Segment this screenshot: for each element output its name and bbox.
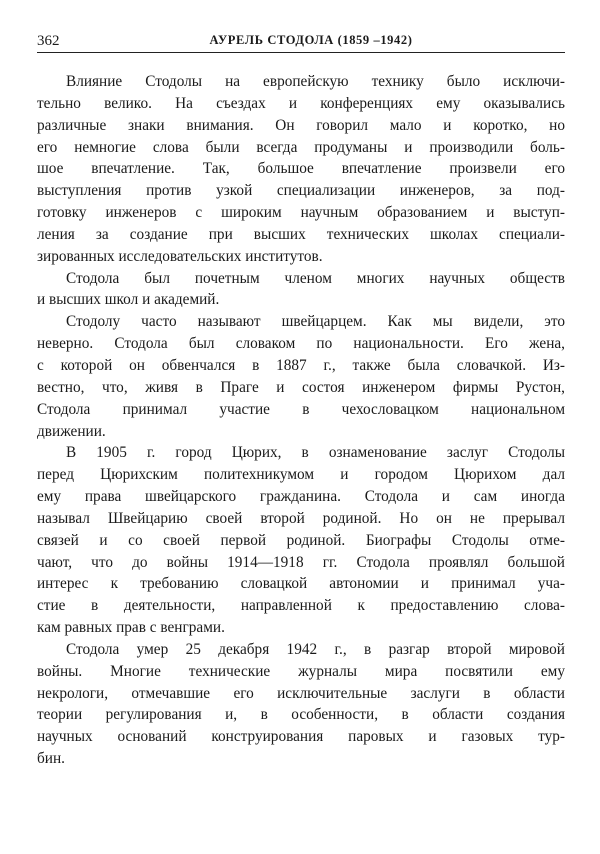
text-line: готовку инженеров с широким научным образованием и выступ- [37,204,565,222]
running-head: АУРЕЛЬ СТОДОЛА (1859 –1942) [209,33,413,47]
text-line: вестно, что, живя в Праге и состоя инженером фирмы Рустон, [37,378,565,396]
text-line: тельно велико. На съездах и конференциях ему оказывались [37,94,565,112]
header-rule [37,52,565,53]
text-line: бин. [37,750,65,768]
text-line: теории регулирования и, в особенности, в области создания [37,706,565,724]
paragraph [37,442,565,639]
text-line: шое впечатление. Так, большое впечатление произвели его [37,160,565,178]
text-line: неверно. Стодола был словаком по национальности. Его жена, [37,335,565,353]
text-line: зированных исследовательских институтов. [37,247,323,265]
text-line: стие в деятельности, направленной к предоставлению слова- [37,597,565,615]
text-line: и высших школ и академий. [37,291,220,309]
text-line: ления за создание при высших технических школах специали- [37,225,565,243]
text-line: чают, что до войны 1914—1918 гг. Стодола проявлял большой [37,553,565,571]
text-line: Стодола принимал участие в чехословацком национальном [37,400,565,418]
text-line: некрологи, отмечавшие его исключительные заслуги в области [37,684,565,702]
text-line: с которой он обвенчался в 1887 г., также была словачкой. Из- [37,356,565,374]
text-line: Стодолу часто называют швейцарцем. Как мы видели, это [66,313,565,331]
text-line: Стодола умер 25 декабря 1942 г., в разгар второй мировой [66,640,565,658]
text-line: различные знаки внимания. Он говорил мало и коротко, но [37,116,565,134]
text-line: выступления против узкой специализации инженеров, за под- [37,182,565,200]
text-line: называл Швейцарию своей второй родиной. Но он не прерывал [37,509,565,527]
text-line: ему права швейцарского гражданина. Стодола и сам иногда [37,488,565,506]
paragraph [37,71,565,268]
text-line: перед Цюрихским политехникумом и городом Цюрихом дал [37,466,565,484]
text-line: его немногие слова были всегда продуманы и производили боль- [37,138,565,156]
page-number: 362 [37,33,60,49]
text-line: научных оснований конструирования паровых и газовых тур- [37,728,565,746]
paragraph [37,639,565,770]
text-line: войны. Многие технические журналы мира посвятили ему [37,662,565,680]
page-header [37,28,565,54]
text-line: Влияние Стодолы на европейскую технику было исключи- [66,73,565,90]
text-line: движении. [37,422,106,440]
paragraph [37,311,565,442]
text-line: интерес к требованию словацкой автономии и принимал уча- [37,575,565,593]
paragraph [37,268,565,312]
text-line: В 1905 г. город Цюрих, в ознаменование заслуг Стодолы [66,444,565,462]
text-line: связей и со своей первой родиной. Биографы Стодолы отме- [37,531,565,549]
body-text [37,71,565,770]
text-line: кам равных прав с венграми. [37,619,225,637]
text-line: Стодола был почетным членом многих научных обществ [66,269,565,287]
